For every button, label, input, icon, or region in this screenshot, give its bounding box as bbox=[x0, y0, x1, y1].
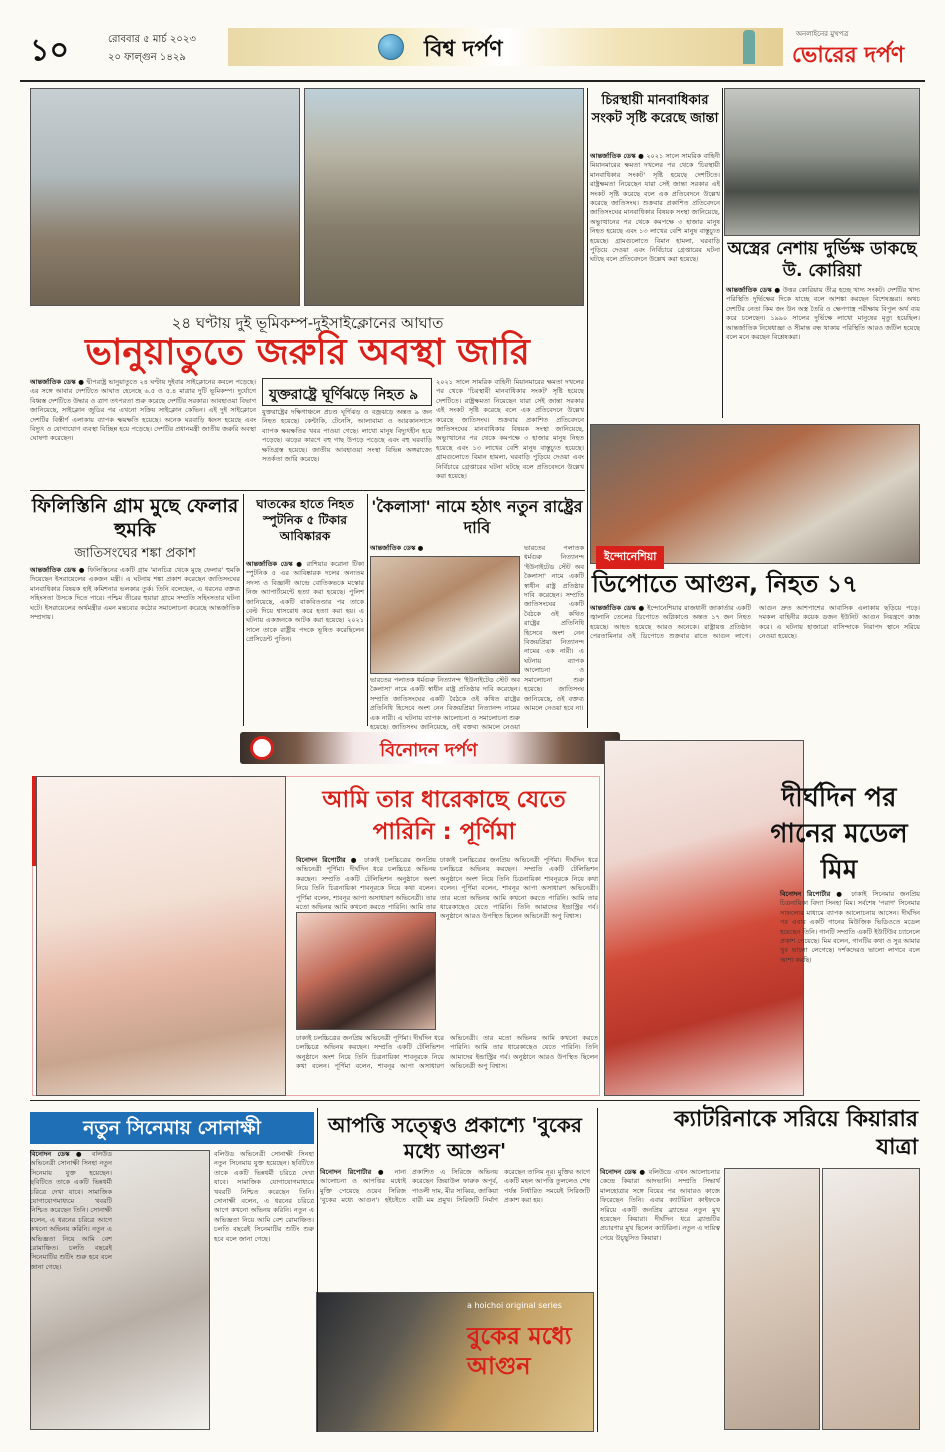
paper-tagline: অনলাইনের মুখপত্র bbox=[796, 30, 849, 38]
indonesia-text: ইন্দোনেশিয়ার রাজধানী জাকার্তার একটি জ্বালানি তেলের ডিপোতে অগ্নিকাণ্ডে অন্তত ১৭ জন নিহত হয়েছে। আহত হয়েছে আরও অনেকে। রাষ্ট্রায়ত্ত প্রতিষ্ঠান পেরতামিনার ওই ডিপোতে শুক্রবার রাতে আগুন লাগে। আগুন দ্রুত আশপাশের আবাসিক এলাকায় ছড়িয়ে পড়ে। দমকল বাহিনীর কয়েক ডজন ইউনিট আগুন নিয়ন্ত্রণে কাজ করে। এ ঘটনায় হাজারো বাসিন্দাকে নিরাপদ স্থানে সরিয়ে নেওয়া হয়েছে। bbox=[590, 604, 920, 641]
landmarks-banner bbox=[228, 28, 783, 66]
missile-parade-photo bbox=[724, 88, 920, 236]
entertainment-banner-title: বিনোদন দর্পণ bbox=[380, 740, 478, 761]
usa-storm-body-cont: ২০২১ সালে সামরিক বাহিনী মিয়ানমারের ক্ষমতা দখলের পর থেকে 'চিরস্থায়ী মানবাধিকার সংকট' সৃষ্টি হয়েছে দেশটিতে। রাষ্ট্রক্ষমতা নিয়েছেন যারা সেই জান্তা সরকার এই সংকট সৃষ্টি করেছে বলে এক প্রতিবেদনে উল্লেখ করেছে জাতিসংঘ। শুক্রবার প্রকাশিত প্রতিবেদনে জাতিসংঘের মানবাধিকার বিষয়ক সংস্থা জানিয়েছে, অভ্যুত্থানের পর থেকে কমপক্ষে ৩ হাজার মানুষ নিহত হয়েছে এবং ১৩ লাখের বেশি মানুষ বাস্তুচ্যুত হয়েছে। গ্রামগুলোতে বিমান হামলা, ঘরবাড়ি পুড়িয়ে দেওয়া এবং নির্বিচারে গ্রেপ্তারের ঘটনা ঘটছে বলে প্রতিবেদনে উল্লেখ করা হয়েছে। bbox=[436, 378, 584, 481]
film-reel-icon bbox=[250, 736, 274, 760]
purnima-shabnur-photo bbox=[296, 912, 436, 1030]
buker-poster-title: বুকের মধ্যে আগুন bbox=[467, 1322, 572, 1380]
sonakshi-text: বলিউড অভিনেত্রী সোনাক্ষী সিনহা নতুন সিনেমায় যুক্ত হয়েছেন। ছবিটিতে তাকে একটি ভিন্নধর্মী চরিত্রে দেখা যাবে। সামাজিক যোগাযোগমাধ্যমে খবরটি নিশ্চিত করেছেন তিনি। সোনাক্ষী বলেন, এ ধরনের চরিত্রে আগে কখনো অভিনয় করিনি। নতুন এ অভিজ্ঞতা নিয়ে আমি বেশ রোমাঞ্চিত। চলতি বছরেই সিনেমাটির শুটিং শুরু হবে বলে জানা গেছে। bbox=[30, 1150, 112, 1271]
paper-name: ভোরের দর্পণ bbox=[792, 43, 905, 68]
sonakshi-desk: বিনোদন ডেস্ক ● bbox=[30, 1150, 86, 1158]
myanmar-desk: আন্তর্জাতিক ডেস্ক ● bbox=[590, 152, 645, 160]
indonesia-desk: আন্তর্জাতিক ডেস্ক ● bbox=[590, 604, 645, 612]
purnima-interview-photo bbox=[36, 776, 286, 1096]
sputnik-body bbox=[246, 560, 364, 724]
kiara-photo bbox=[724, 1168, 820, 1430]
indonesia-caption: ইন্দোনেশিয়া bbox=[596, 546, 664, 569]
masthead bbox=[20, 22, 920, 78]
mim-body bbox=[780, 890, 920, 1090]
sonakshi-body: বলিউড অভিনেত্রী সোনাক্ষী সিনহা নতুন সিনেমায় যুক্ত হয়েছেন। ছবিটিতে তাকে একটি ভিন্নধর্মী চরিত্রে দেখা যাবে। সামাজিক যোগাযোগমাধ্যমে খবরটি নিশ্চিত করেছেন তিনি। সোনাক্ষী বলেন, এ ধরনের চরিত্রে আগে কখনো অভিনয় করিনি। নতুন এ অভিজ্ঞতা নিয়ে আমি বেশ রোমাঞ্চিত। চলতি বছরেই সিনেমাটির শুটিং শুরু হবে বলে জানা গেছে। bbox=[214, 1150, 314, 1243]
page-number: ১০ bbox=[30, 33, 69, 68]
myanmar-headline: চিরস্থায়ী মানবাধিকার সংকট সৃষ্টি করেছে জান্তা bbox=[591, 93, 719, 126]
buker-headline: আপত্তি সত্ত্বেও প্রকাশ্যে 'বুকের মধ্যে আগুন' bbox=[328, 1113, 582, 1163]
nkorea-headline: অস্ত্রের নেশায় দুর্ভিক্ষ ডাকছে উ. কোরিয়া bbox=[727, 239, 917, 281]
purnima-body-right: ঢাকাই চলচ্চিত্রের জনপ্রিয় অভিনেত্রী পূর্ণিমা। দীর্ঘদিন ধরে চলচ্চিত্রে অভিনয় করছেন। সম্প্রতি একটি টেলিভিশন অনুষ্ঠানে অংশ নিয়ে তিনি চিত্রনায়িকা শাবনূরকে নিয়ে কথা বলেন। পূর্ণিমা বলেন, শাবনূর আপা অসাধারণ অভিনেত্রী। তার মতো অভিনয় আমি কখনো করতে পারিনি। আমি তার ধারেকাছেও যেতে পারিনি। তিনি আমাদের ইন্ডাস্ট্রির গর্ব। অনুষ্ঠানে আরও উপস্থিত ছিলেন অভিনেত্রী অপু বিশ্বাস। bbox=[440, 856, 598, 921]
myanmar-text: ২০২১ সালে সামরিক বাহিনী মিয়ানমারের ক্ষমতা দখলের পর থেকে 'চিরস্থায়ী মানবাধিকার সংকট' সৃষ্টি হয়েছে দেশটিতে। রাষ্ট্রক্ষমতা নিয়েছেন যারা সেই জান্তা সরকার এই সংকট সৃষ্টি করেছে বলে এক প্রতিবেদনে উল্লেখ করেছে জাতিসংঘ। শুক্রবার প্রকাশিত প্রতিবেদনে জাতিসংঘের মানবাধিকার বিষয়ক সংস্থা জানিয়েছে, অভ্যুত্থানের পর থেকে কমপক্ষে ৩ হাজার মানুষ নিহত হয়েছে এবং ১৩ লাখের বেশি মানুষ বাস্তুচ্যুত হয়েছে। গ্রামগুলোতে বিমান হামলা, ঘরবাড়ি পুড়িয়ে দেওয়া এবং নির্বিচারে গ্রেপ্তারের ঘটনা ঘটছে বলে প্রতিবেদনে উল্লেখ করা হয়েছে। bbox=[590, 152, 720, 264]
vanuatu-headline: ভানুয়াতুতে জরুরি অবস্থা জারি bbox=[85, 332, 530, 373]
palestine-text: ফিলিস্তিনের একটি গ্রাম 'মানচিত্র থেকে মুছে ফেলার' হুমকি দিয়েছেন ইসরায়েলের একজন মন্ত্রী। এ ঘটনায় শঙ্কা প্রকাশ করেছেন জাতিসংঘের মানবাধিকার বিষয়ক হাই কমিশনার ভলকার তুর্ক। তিনি বলেছেন, এ ধরনের বক্তব্য সহিংসতা উসকে দিতে পারে। পশ্চিম তীরের হুয়ারা গ্রামে সম্প্রতি সহিংসতার ঘটনা ঘটে। ইসরায়েলের অর্থমন্ত্রীর এমন মন্তব্যের কঠোর সমালোচনা করেছে আন্তর্জাতিক সম্প্রদায়। bbox=[30, 566, 240, 622]
debris-photo bbox=[304, 88, 584, 306]
kiara-body bbox=[600, 1168, 720, 1430]
buker-poster-tag: a hoichoi original series bbox=[467, 1301, 562, 1310]
nkorea-body bbox=[726, 286, 920, 420]
globe-icon bbox=[378, 34, 404, 60]
usa-storm-headline: যুক্তরাষ্ট্রে ঘূর্ণিঝড়ে নিহত ৯ bbox=[262, 378, 432, 406]
statue-icon bbox=[743, 30, 755, 64]
purnima-headline: আমি তার ধারেকাছে যেতে পারিনি : পূর্ণিমা bbox=[322, 787, 566, 845]
purnima-text: ঢাকাই চলচ্চিত্রের জনপ্রিয় অভিনেত্রী পূর্ণিমা। দীর্ঘদিন ধরে চলচ্চিত্রে অভিনয় করছেন। সম্প্রতি একটি টেলিভিশন অনুষ্ঠানে অংশ নিয়ে তিনি চিত্রনায়িকা শাবনূরকে নিয়ে কথা বলেন। পূর্ণিমা বলেন, শাবনূর আপা অসাধারণ অভিনেত্রী। তার মতো অভিনয় আমি কখনো করতে পারিনি। আমি তার bbox=[296, 856, 436, 912]
kailasa-photo bbox=[370, 556, 520, 674]
palestine-headline: ফিলিস্তিনি গ্রাম মুছে ফেলার হুমকি bbox=[31, 495, 239, 541]
usa-storm-body: যুক্তরাষ্ট্রের দক্ষিণাঞ্চলে প্রচণ্ড ঘূর্ণিঝড় ও বজ্রঝড়ে অন্তত ৯ জন নিহত হয়েছে। কেন্টাকি, টেনেসি, আলাবামা ও আরকানসাসে ব্যাপক ক্ষয়ক্ষতির খবর পাওয়া গেছে। লাখো মানুষ বিদ্যুৎহীন হয়ে পড়েছে। ঝড়ের কারণে বহু গাছ উপড়ে পড়েছে এবং বহু ঘরবাড়ি ক্ষতিগ্রস্ত হয়েছে। জাতীয় আবহাওয়া সংস্থা বিভিন্ন অঙ্গরাজ্যে সতর্কতা জারি করেছে। bbox=[262, 408, 432, 464]
kailasa-desk: আন্তর্জাতিক ডেস্ক ● bbox=[370, 544, 424, 552]
sputnik-text: রাশিয়ার করোনা টিকা স্পুটনিক ৫ এর আবিষ্কারক দলের অন্যতম সদস্য ও বিজ্ঞানী আন্দ্রে বোতিকভকে মস্কোর নিজ অ্যাপার্টমেন্টে হত্যা করা হয়েছে। পুলিশ জানিয়েছে, একটি বাকবিতণ্ডার পর তাকে বেল্ট দিয়ে শ্বাসরোধ করে হত্যা করা হয়। এ ঘটনায় একজনকে আটক করা হয়েছে। ২০২১ সালে তাকে রাষ্ট্রীয় পদকে ভূষিত করেছিলেন প্রেসিডেন্ট পুতিন। bbox=[246, 560, 364, 644]
nkorea-desk: আন্তর্জাতিক ডেস্ক ● bbox=[726, 286, 781, 294]
buker-text: নানা আলোচনা ও আপত্তির মধ্যেই মুক্তি পেয়েছে ওয়েব সিরিজ 'বুকের মধ্যে আগুন'। হইচইতে প্রকাশিত এ সিরিজে অভিনয় করেছেন জিয়াউল ফারুক অপূর্ব, পাওলী দাম, মীর সাব্বির, জাকিয়া বারী মম প্রমুখ। সিরিজটি নির্মাণ করেছেন তানিম নূর। মুক্তির আগে একটি মহল আপত্তি তুললেও শেষ পর্যন্ত নির্ধারিত সময়েই সিরিজটি প্রকাশ করা হয়। bbox=[320, 1168, 590, 1205]
buker-desk: বিনোদন রিপোর্টার ● bbox=[320, 1168, 388, 1176]
flood-photo bbox=[30, 88, 300, 306]
purnima-desk: বিনোদন রিপোর্টার ● bbox=[296, 856, 360, 864]
kailasa-body: ভারতের পলাতক ধর্মগুরু নিত্যানন্দ 'ইউনাইটেড স্টেট অব কৈলাসা' নামে একটি স্বাধীন রাষ্ট্র প্রতিষ্ঠার দাবি করেছেন। সম্প্রতি জাতিসংঘের একটি বৈঠকে ওই কথিত রাষ্ট্রের প্রতিনিধি হিসেবে অংশ নেন বিজয়প্রিয়া নিত্যানন্দ নামের এক নারী। এ ঘটনায় ব্যাপক আলোচনা ও সমালোচনা শুরু হয়েছে। জাতিসংঘ জানিয়েছে, ওই বক্তব্য আমলে নেওয়া হবে না। bbox=[524, 544, 584, 712]
bangla-date: ২০ ফাল্গুন ১৪২৯ bbox=[108, 52, 186, 63]
indonesia-body bbox=[590, 604, 920, 724]
palestine-body bbox=[30, 566, 240, 724]
kiara-text: বলিউডে এখন আলোচনার কেন্দ্রে কিয়ারা আদভানি। সম্প্রতি সিদ্ধার্থ মালহোত্রার সঙ্গে বিয়ের পর আবারও কাজে ফিরেছেন তিনি। এবার ক্যাটরিনা কাইফকে সরিয়ে একটি জনপ্রিয় ব্র্যান্ডের নতুন মুখ হয়েছেন কিয়ারা। দীর্ঘদিন ধরে ব্র্যান্ডটির প্রচারণার মুখ ছিলেন ক্যাটরিনা। নতুন এ দায়িত্ব পেয়ে উচ্ছ্বসিত কিয়ারা। bbox=[600, 1168, 720, 1242]
mim-desk: বিনোদন রিপোর্টার ● bbox=[780, 890, 846, 898]
vanuatu-body bbox=[30, 378, 256, 488]
sputnik-headline: ঘাতকের হাতে নিহত স্পুটনিক ৫ টিকার আবিষ্কারক bbox=[256, 497, 354, 543]
sonakshi-headline: নতুন সিনেমায় সোনাক্ষী bbox=[83, 1117, 261, 1139]
buker-poster bbox=[316, 1292, 594, 1432]
katrina-photo bbox=[822, 1168, 920, 1430]
sputnik-desk: আন্তর্জাতিক ডেস্ক ● bbox=[246, 560, 304, 568]
mim-headline: দীর্ঘদিন পর গানের মডেল মিম bbox=[770, 783, 908, 885]
vanuatu-strap: ২৪ ঘণ্টায় দুই ভূমিকম্প-দুইসাইক্লোনের আঘাত bbox=[171, 314, 444, 332]
vanuatu-text: দ্বীপরাষ্ট্র ভানুয়াতুতে ২৪ ঘণ্টায় দুইবার সাইক্লোনের কবলে পড়েছে। এর সঙ্গে আবার দেশটিতে আঘাত হেনেছে ৬.৫ ও ৫.৪ মাত্রার দুটি ভূমিকম্প। দুর্যোগে বিধ্বস্ত দেশটিতে উদ্ধার ও ত্রাণ তৎপরতা শুরু করেছে দেশটির সরকার। আবহাওয়া বিভাগ জানিয়েছে, সাইক্লোন জুডির পর এখনো সক্রিয় সাইক্লোন কেভিন। এই দুই সাইক্লোনে দেশটির বিস্তীর্ণ এলাকায় ব্যাপক ক্ষয়ক্ষতি হয়েছে। অনেক ঘরবাড়ি ধ্বংস হয়েছে এবং বিদ্যুৎ ও যোগাযোগ ব্যবস্থা বিচ্ছিন্ন হয়ে পড়েছে। দেশটির প্রধানমন্ত্রী জাতীয় জরুরি অবস্থা ঘোষণা করেছেন। bbox=[30, 378, 256, 443]
palestine-desk: আন্তর্জাতিক ডেস্ক ● bbox=[30, 566, 85, 574]
kailasa-body-bottom: ভারতের পলাতক ধর্মগুরু নিত্যানন্দ 'ইউনাইটেড স্টেট অব কৈলাসা' নামে একটি স্বাধীন রাষ্ট্র প্রতিষ্ঠার দাবি করেছেন। সম্প্রতি জাতিসংঘের একটি বৈঠকে ওই কথিত রাষ্ট্রের প্রতিনিধি হিসেবে অংশ নেন বিজয়প্রিয়া নিত্যানন্দ নামের এক নারী। এ ঘটনায় ব্যাপক আলোচনা ও সমালোচনা শুরু হয়েছে। জাতিসংঘ জানিয়েছে, ওই বক্তব্য আমলে নেওয়া bbox=[370, 676, 520, 732]
palestine-sub: জাতিসংঘের শঙ্কা প্রকাশ bbox=[74, 546, 196, 561]
section-title: বিশ্ব দর্পণ bbox=[424, 37, 503, 62]
mim-text: ঢাকাই সিনেমার জনপ্রিয় চিত্রনায়িকা বিদ্যা সিনহা মিম। সর্বশেষ 'পরাণ' সিনেমার সাফল্যের মাধ্যমে ব্যাপক আলোচনায় আসেন। দীর্ঘদিন পর এবার একটি গানের মিউজিক ভিডিওতে মডেল হয়েছেন তিনি। গানটি সম্প্রতি একটি ইউটিউব চ্যানেলে প্রকাশ পেয়েছে। মিম বলেন, গানটির কথা ও সুর আমার খুব ভালো লেগেছে। দর্শকদেরও ভালো লাগবে বলে আশা করছি। bbox=[780, 890, 920, 964]
purnima-body-bottom: ঢাকাই চলচ্চিত্রের জনপ্রিয় অভিনেত্রী পূর্ণিমা। দীর্ঘদিন ধরে চলচ্চিত্রে অভিনয় করছেন। সম্প্রতি একটি টেলিভিশন অনুষ্ঠানে অংশ নিয়ে তিনি চিত্রনায়িকা শাবনূরকে নিয়ে কথা বলেন। পূর্ণিমা বলেন, শাবনূর আপা অসাধারণ অভিনেত্রী। তার মতো অভিনয় আমি কখনো করতে পারিনি। আমি তার ধারেকাছেও যেতে পারিনি। তিনি আমাদের ইন্ডাস্ট্রির গর্ব। অনুষ্ঠানে আরও উপস্থিত ছিলেন অভিনেত্রী অপু বিশ্বাস। bbox=[296, 1034, 598, 1071]
indonesia-headline: ডিপোতে আগুন, নিহত ১৭ bbox=[592, 570, 858, 598]
day-date: রোববার ৫ মার্চ ২০২৩ bbox=[108, 34, 196, 45]
rescue-photo bbox=[590, 424, 920, 564]
kiara-headline: ক্যাটরিনাকে সরিয়ে কিয়ারার যাত্রা bbox=[674, 1107, 918, 1160]
sonakshi-headline-box bbox=[30, 1112, 314, 1144]
kiara-desk: বিনোদন ডেস্ক ● bbox=[600, 1168, 646, 1176]
entertainment-banner bbox=[240, 732, 620, 764]
buker-body bbox=[320, 1168, 590, 1288]
kailasa-headline: 'কৈলাসা' নামে হঠাৎ নতুন রাষ্ট্রের দাবি bbox=[371, 497, 583, 537]
sonakshi-body-left bbox=[30, 1150, 112, 1271]
nkorea-text: উত্তর কোরিয়ায় তীব্র হচ্ছে খাদ্য সংকট। দেশটির খাদ্য পরিস্থিতি দুর্ভিক্ষের দিকে যাচ্ছে বলে আশঙ্কা করছেন বিশেষজ্ঞরা। অথচ দেশটির নেতা কিম জং উন অস্ত্র তৈরি ও ক্ষেপণাস্ত্র পরীক্ষায় বিপুল অর্থ ব্যয় করে চলেছেন। ১৯৯০ সালের দুর্ভিক্ষে লাখো মানুষের মৃত্যু হয়েছিল। আন্তর্জাতিক নিষেধাজ্ঞা ও সীমান্ত বন্ধ থাকায় পরিস্থিতি আরও জটিল হয়েছে বলে মনে করছেন বিশ্লেষকরা। bbox=[726, 286, 920, 342]
vanuatu-desk: আন্তর্জাতিক ডেস্ক ● bbox=[30, 378, 85, 386]
